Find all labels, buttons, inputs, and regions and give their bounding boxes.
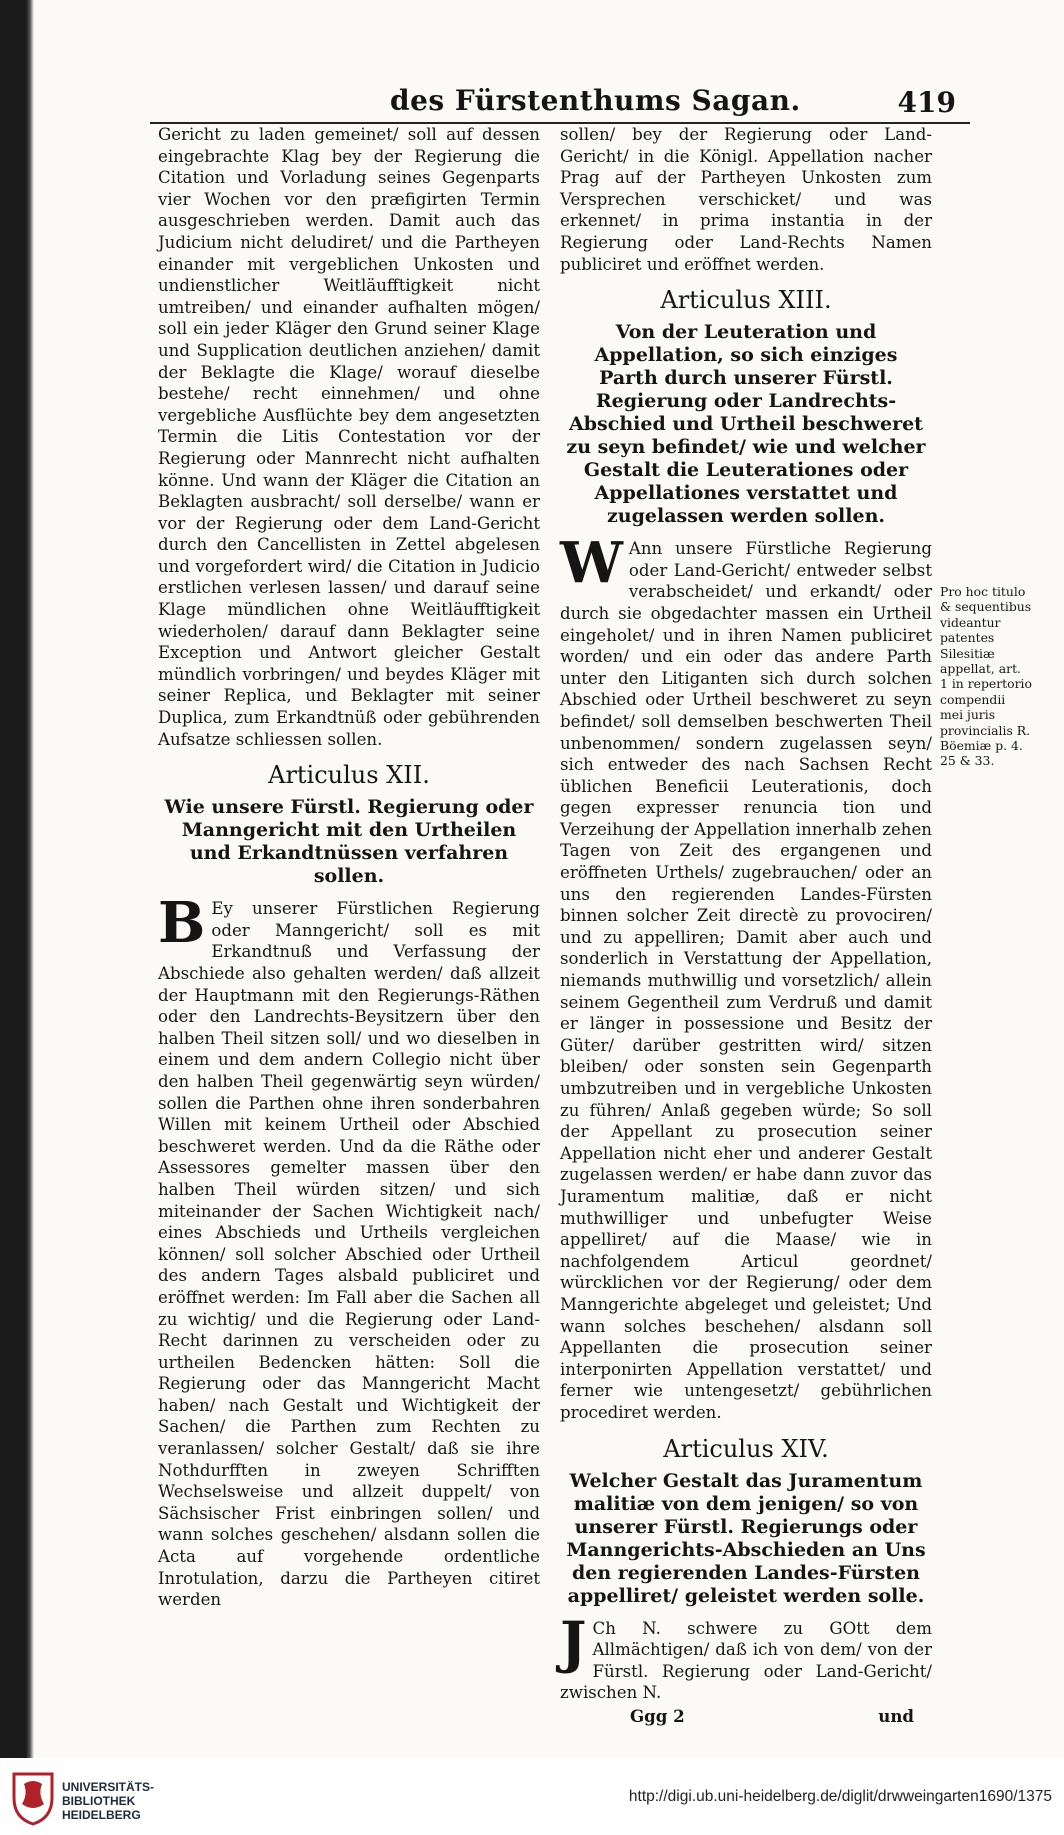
left-paragraph-2 [158, 890, 540, 1611]
article-13-title: Von der Leuteration und Appellation, so sich einziges Parth durch unserer Fürstl. Regierung oder Landrechts-Abschied und Urtheil beschweret zu seyn befindet/ wie und welcher Gestalt die Leuterationes oder Appellationes verstattet und zugelassen werden sollen. [566, 321, 926, 528]
book-binding-edge [0, 0, 34, 1758]
article-12-heading: Articulus XII. [268, 761, 430, 790]
right-paragraph-3-text: Ch N. schwere zu GOtt dem Allmächtigen/ daß ich von dem/ von der Fürstl. Regierung oder Land-Gericht/ zwischen N. [560, 1618, 932, 1703]
library-name-line-3: HEIDELBERG [62, 1808, 141, 1822]
viewer-footer [0, 1758, 1064, 1835]
left-column [158, 124, 540, 1699]
signature-line [560, 1706, 932, 1728]
dropcap-j: J [560, 1609, 587, 1676]
right-paragraph-2 [560, 530, 932, 1423]
right-column [560, 124, 932, 1726]
margin-note: Pro hoc titulo & sequentibus videantur patentes Silesitiæ appellat, art. 1 in repertorio compendii mei juris provincialis R. Böemiæ p. 4. 25 & 33. [940, 584, 1032, 769]
page-number: 419 [897, 86, 956, 119]
right-paragraph-3 [560, 1609, 932, 1704]
left-paragraph-1: Gericht zu laden gemeinet/ soll auf dessen eingebrachte Klag bey der Regierung die Citation und Vorladung seines Gegenparts vier Wochen vor den præfigirten Termin ausgeschrieben werden. Damit auch das Judicium nicht deludiret/ und die Partheyen einander mit vergeblichen Unkosten und undienstlicher Weitläufftigkeit nicht umtreiben/ und einander aufhalten mögen/ soll ein jeder Kläger den Grund seiner Klage und Supplication deutlichen anziehen/ damit der Beklagte die Klage/ worauf dieselbe bestehe/ recht einnehmen/ und ohne vergebliche Ausflüchte bey dem angesetzten Termin die Litis Contestation vor der Regierung oder Mannrecht nicht aufhalten könne. Und wann der Kläger die Citation an Beklagten ausbracht/ soll derselbe/ wann er vor der Regierung oder dem Land-Gericht durch den Cancellisten in Zettel abgelesen und vorgefordert wird/ die Citation in Judicio erstlichen verlesen lassen/ und darauf seine Klage mündlichen ohne Weitläufftigkeit wiederholen/ darauf dann Beklagter seine Exception und Antwort gleicher Gestalt mündlich vorbringen/ und beydes Kläger mit seiner Replica, und Beklagter mit seiner Duplica, zum Erkandtnüß oder gebührenden Aufsatze schliessen sollen. [158, 125, 540, 749]
dropcap-b: B [158, 890, 206, 957]
article-14-title: Welcher Gestalt das Juramentum malitiæ von dem jenigen/ so von unserer Fürstl. Regierungs oder Manngerichts-Abschieden an Uns den regierenden Landes-Fürsten appelliret/ geleistet werden solle. [566, 1469, 926, 1607]
permalink-url[interactable]: http://digi.ub.uni-heidelberg.de/diglit/drwweingarten1690/1375 [628, 1788, 1052, 1805]
university-seal-icon [10, 1768, 56, 1826]
article-12-title: Wie unsere Fürstl. Regierung oder Manngericht mit den Urtheilen und Erkandtnüssen verfahren sollen. [164, 796, 534, 888]
article-13-heading: Articulus XIII. [660, 286, 832, 315]
library-name [62, 1780, 154, 1822]
library-name-line-2: BIBLIOTHEK [62, 1794, 136, 1808]
dropcap-w: W [560, 530, 623, 597]
signature-mark: Ggg 2 [630, 1705, 685, 1726]
right-paragraph-2-text: Ann unsere Fürstliche Regierung oder Land-Gericht/ entweder selbst verabscheidet/ und erkandt/ oder durch sie obgedachter massen ein Urtheil eingeholet/ und in ihren Namen publiciret worden/ und ein oder das andere Parth unter den Litiganten sich durch solchen Abschied oder Urtheil beschweret zu seyn befindet/ soll demselben beschwerten Theil unbenommen/ sondern zugelassen seyn/ sich entweder des nach Sachsen Recht üblichen Beneficii Leuterationis, doch gegen expresser renuncia tion und Verzeihung der Appellation innerhalb zehen Tagen von Zeit des ergangenen und eröffneten Urthels/ zugebrauchen/ oder an uns den regierenden Landes-Fürsten binnen solcher Zeit directè zu provociren/ und zu appelliren; Damit aber auch und sonderlich in Verstattung der Appellation, niemands muthwillig und vorsetzlich/ allein seinem Gegentheil zum Verdruß und damit er länger in possessione und Besitz der Güter/ darüber gestritten wird/ sitzen bleiben/ oder sonsten sein Gegenparth umbzutreiben und in vergebliche Unkosten zu führen/ Anlaß gegeben würde; So soll der Appellant zu prosecution seiner Appellation nicht eher und anderer Gestalt zugelassen werden/ er habe dann zuvor das Juramentum malitiæ, daß er nicht muthwilliger und unbefugter Weise appelliret/ auf die Maase/ wie in nachfolgendem Articul geordnet/ würcklichen vor der Regierung/ oder dem Manngerichte abgeleget und geleistet; Und wann solches beschehen/ alsdann soll Appellanten die prosecution seiner interponirten Appellation verstattet/ und ferner wie untengesetzt/ gebührlichen procediret werden. [560, 539, 932, 1422]
left-paragraph-2-text: Ey unserer Fürstlichen Regierung oder Manngericht/ soll es mit Erkandtnuß und Verfassung der Abschiede also gehalten werden/ daß allzeit der Hauptmann mit den Regierungs-Räthen oder den Landrechts-Beysitzern über den halben Theil sitzen soll/ und wo dieselben in einem und dem andern Collegio nicht über den halben Theil gegenwärtig seyn würden/ sollen die Parthen ohne ihren sonderbahren Willen mit keinem Urtheil oder Abschied beschweret werden. Und da die Räthe oder Assessores gemelter massen über den halben Theil würden sitzen/ und sich miteinander der Sachen Wichtigkeit nach/ eines Abschieds und Urtheils vergleichen können/ soll solcher Abschied oder Urtheil des andern Tages alsbald publiciret und eröffnet werden: Im Fall aber die Sachen all zu wichtig/ und die Regierung oder Land-Recht darinnen zu verscheiden oder zu urtheilen Bedencken hätten: Soll die Regierung oder das Manngericht Macht haben/ nach Gestalt und Wichtigkeit der Sachen/ die Parthen zum Rechten zu veranlassen/ solcher Gestalt/ daß sie ihre Nothdurfften in zweyen Schrifften Wechselsweise und allzeit duppelt/ von Sächsischer Frist einbringen sollen/ und wann solches geschehen/ alsdann sollen die Acta auf vorgehende ordentliche Inrotulation, darzu die Partheyen citiret werden [158, 899, 540, 1610]
library-name-line-1: UNIVERSITÄTS- [62, 1780, 155, 1794]
catchword: und [878, 1705, 914, 1726]
page-header [150, 82, 970, 124]
article-14-heading: Articulus XIV. [663, 1434, 829, 1463]
right-paragraph-1: sollen/ bey der Regierung oder Land-Gericht/ in die Königl. Appellation nacher Prag auf der Partheyen Unkosten zum Versprechen verschicket/ und was erkennet/ in prima instantia in der Regierung oder Land-Rechts Namen publiciret und eröffnet werden. [560, 125, 932, 274]
running-head: des Fürstenthums Sagan. [390, 84, 801, 117]
